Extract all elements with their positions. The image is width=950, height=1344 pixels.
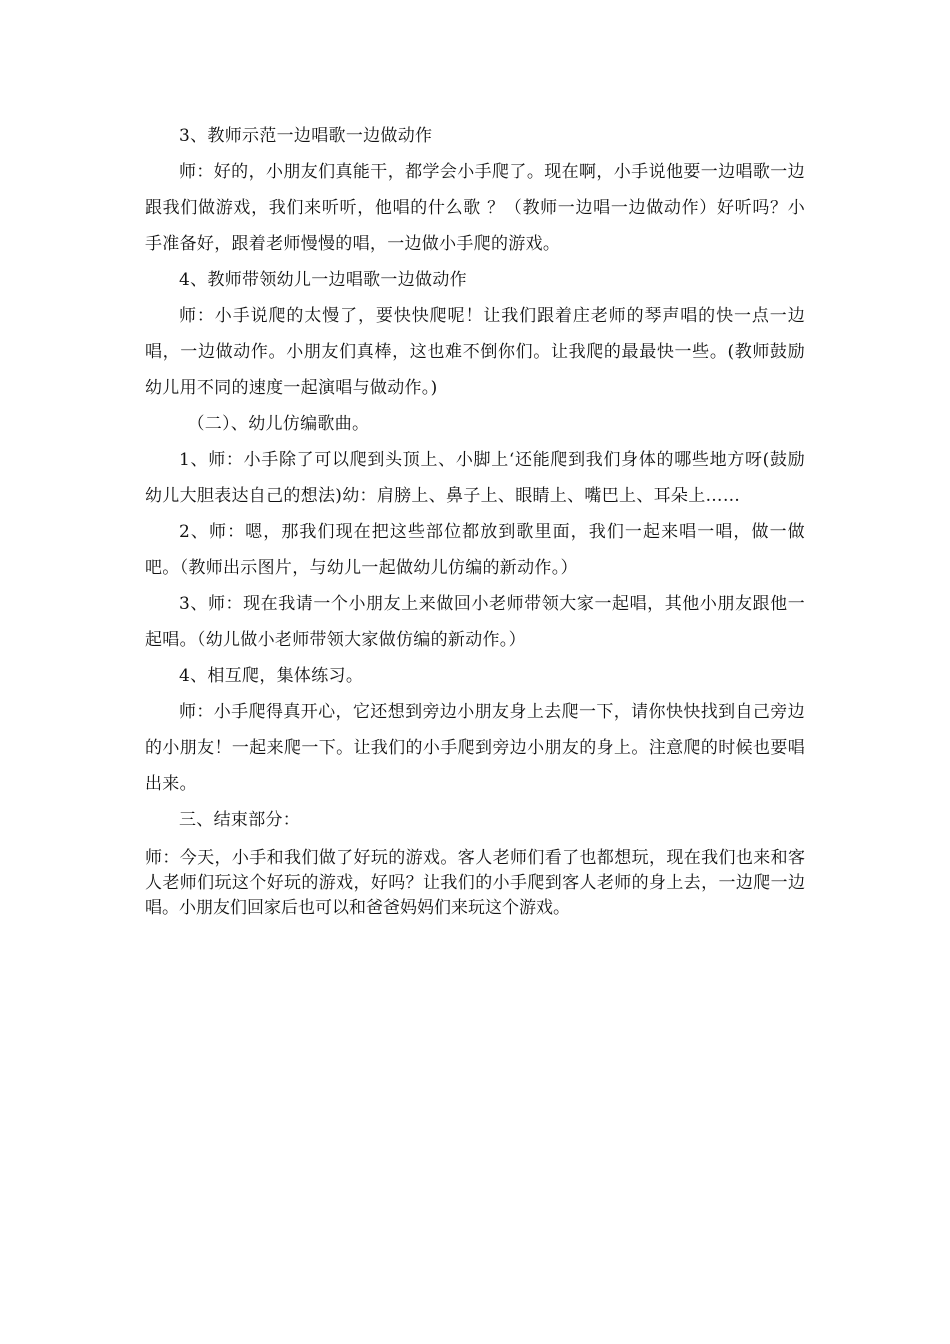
item-4-heading: 4、相互爬，集体练习。 [179, 666, 364, 686]
item-2-paragraph: 2、师：嗯，那我们现在把这些部位都放到歌里面，我们一起来唱一唱，做一做吧。（教师出示图片，与幼儿一起做幼儿仿编的新动作。） [145, 522, 805, 578]
document-body [145, 118, 805, 921]
section-2-heading: （二）、幼儿仿编歌曲。 [187, 414, 370, 434]
step-3-heading: 3、教师示范一边唱歌一边做动作 [179, 126, 433, 146]
section-3-heading: 三、结束部分： [179, 810, 301, 830]
step-4-teacher-speech: 师：小手说爬的太慢了，要快快爬呢！让我们跟着庄老师的琴声唱的快一点一边唱，一边做动作。小朋友们真棒，这也难不倒你们。让我爬的最最快一些。(教师鼓励幼儿用不同的速度一起演唱与做动作。) [145, 306, 805, 398]
item-1-paragraph: 1、师：小手除了可以爬到头顶上、小脚上‘还能爬到我们身体的哪些地方呀(鼓励幼儿大胆表达自己的想法)幼：肩膀上、鼻子上、眼睛上、嘴巴上、耳朵上…… [145, 450, 805, 506]
ending-paragraph: 师：今天，小手和我们做了好玩的游戏。客人老师们看了也都想玩，现在我们也来和客人老师们玩这个好玩的游戏，好吗？让我们的小手爬到客人老师的身上去，一边爬一边唱。小朋友们回家后也可以和爸爸妈妈们来玩这个游戏。 [145, 848, 805, 918]
item-3-paragraph: 3、师：现在我请一个小朋友上来做回小老师带领大家一起唱，其他小朋友跟他一起唱。（幼儿做小老师带领大家做仿编的新动作。） [145, 594, 805, 650]
step-4-heading: 4、教师带领幼儿一边唱歌一边做动作 [179, 270, 467, 290]
step-3-teacher-speech: 师：好的，小朋友们真能干，都学会小手爬了。现在啊，小手说他要一边唱歌一边跟我们做游戏，我们来听听，他唱的什么歌 ？（教师一边唱一边做动作）好听吗？小手准备好，跟着老师慢慢的唱，一边做小手爬的游戏。 [145, 162, 805, 254]
item-4-teacher-speech: 师：小手爬得真开心，它还想到旁边小朋友身上去爬一下，请你快快找到自己旁边的小朋友！一起来爬一下。让我们的小手爬到旁边小朋友的身上。注意爬的时候也要唱出来。 [145, 702, 805, 794]
